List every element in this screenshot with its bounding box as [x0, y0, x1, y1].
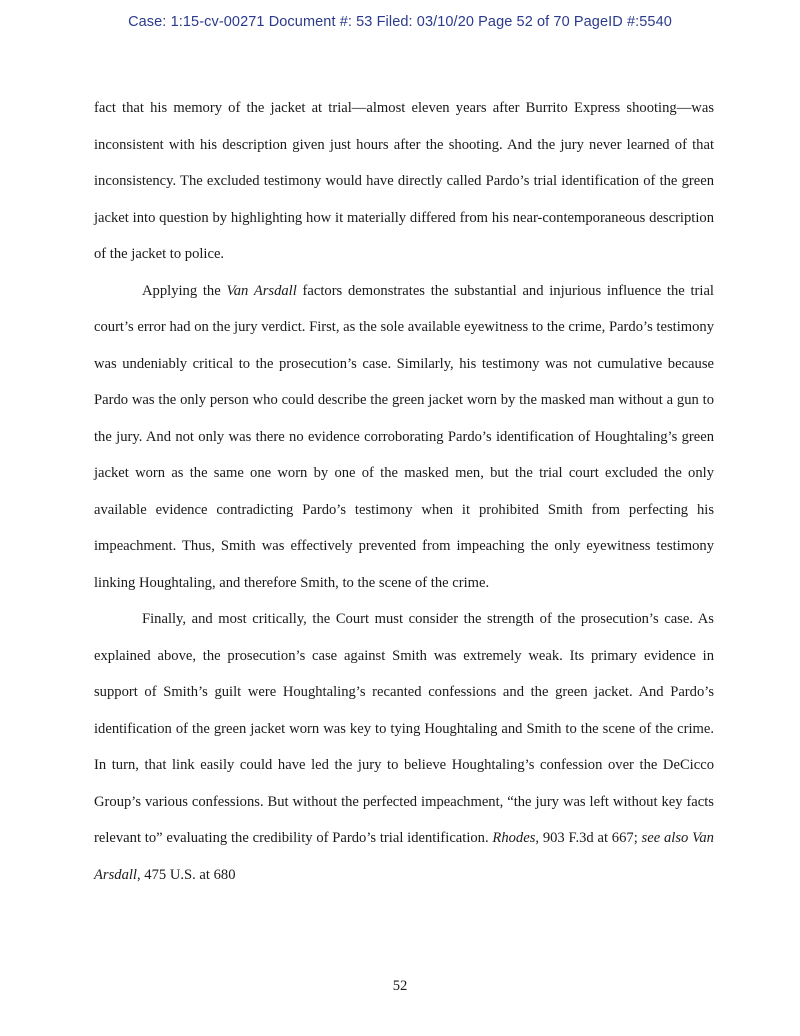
document-body	[94, 90, 714, 893]
case-citation-see-also-van-arsdall: see also Van Arsdall	[94, 830, 714, 883]
case-citation-van-arsdall: Van Arsdall	[226, 282, 297, 299]
paragraph-1	[94, 90, 714, 273]
paragraph-3-segment-3: , 903 F.3d at 667;	[535, 830, 642, 846]
case-citation-rhodes: Rhodes	[492, 830, 536, 846]
paragraph-2-segment-1: Applying the	[142, 282, 227, 299]
paragraph-3-segment-5: , 475 U.S. at 680	[136, 866, 236, 883]
case-header: Case: 1:15-cv-00271 Document #: 53 Filed: 03/10/20 Page 52 of 70 PageID #:5540	[128, 14, 672, 30]
paragraph-1-segment-1: fact that his memory of the jacket at trial—almost eleven years after Burrito Express shooting—was inconsistent with his description given just hours after the shooting. And the jury never learned of that inconsistency. The excluded testimony would have directly called Pardo’s trial identification of the green jacket into question by highlighting how it materially differed from his near-contemporaneous description of the jacket to police.	[94, 100, 714, 262]
paragraph-3-segment-1: Finally, and most critically, the Court must consider the strength of the prosecution’s case. As explained above, the prosecution’s case against Smith was extremely weak. Its primary evidence in support of Smith’s guilt were Houghtaling’s recanted confessions and the green jacket. And Pardo’s identification of the green jacket worn was key to tying Houghtaling and Smith to the scene of the crime. In turn, that link easily could have led the jury to believe Houghtaling’s confession over the DeCicco Group’s various confessions. But without the perfected impeachment, “the jury was left without key facts relevant to” evaluating the credibility of Pardo’s trial identification.	[94, 611, 714, 846]
paragraph-3	[94, 601, 714, 893]
paragraph-2	[94, 273, 714, 602]
paragraph-2-segment-3: factors demonstrates the substantial and injurious influence the trial court’s error had on the jury verdict. First, as the sole available eyewitness to the crime, Pardo’s testimony was undeniably critical to the prosecution’s case. Similarly, his testimony was not cumulative because Pardo was the only person who could describe the green jacket worn by the masked man without a gun to the jury. And not only was there no evidence corroborating Pardo’s identification of Houghtaling’s green jacket worn as the same one worn by one of the masked men, but the trial court excluded the only available evidence contradicting Pardo’s testimony when it prohibited Smith from perfecting his impeachment. Thus, Smith was effectively prevented from impeaching the only eyewitness testimony linking Houghtaling, and therefore Smith, to the scene of the crime.	[94, 282, 714, 591]
page-number: 52	[392, 978, 408, 994]
